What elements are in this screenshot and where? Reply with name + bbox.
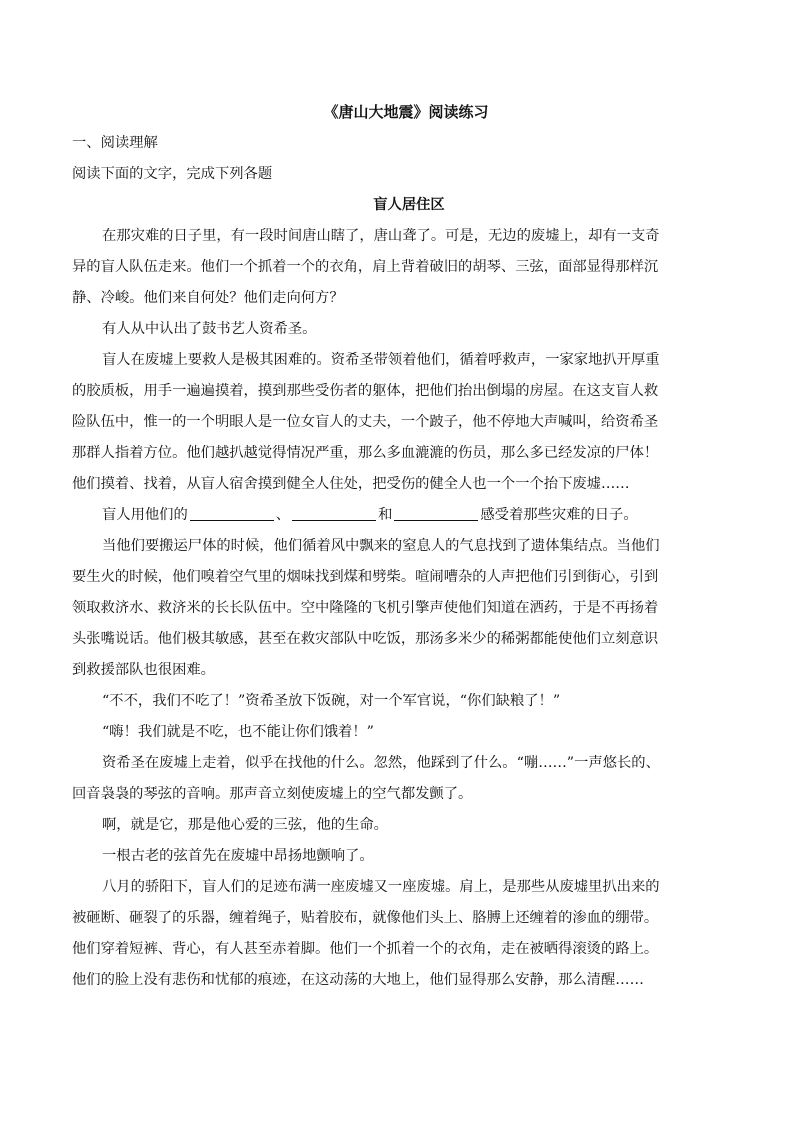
- paragraph-line: 在那灾难的日子里，有一段时间唐山瞎了，唐山聋了。可是，无边的废墟上，却有一支奇: [102, 228, 660, 244]
- paragraph-line: 一根古老的弦首先在废墟中昂扬地颤响了。: [102, 848, 374, 864]
- fill-in-blank-question: [72, 500, 720, 531]
- answer-blank-3[interactable]: [394, 506, 478, 521]
- fill-text-part1: 盲人用他们的: [102, 507, 188, 523]
- story-title: 盲人居住区: [373, 197, 445, 213]
- paragraph-line: 有人从中认出了鼓书艺人资希圣。: [102, 321, 317, 337]
- paragraph-line: 异的盲人队伍走来。他们一个抓着一个的衣角，肩上背着破旧的胡琴、三弦，面部显得那样沉: [72, 259, 659, 275]
- paragraph-line: 盲人在废墟上要救人是极其困难的。资希圣带领着他们，循着呼救声，一家家地扒开厚重: [102, 352, 660, 368]
- fill-separator-2: 和: [378, 507, 393, 523]
- paragraph-line: 回音袅袅的琴弦的音响。那声音立刻使废墟上的空气都发颤了。: [72, 786, 473, 802]
- paragraph-line: 险队伍中，惟一的一个明眼人是一位女盲人的丈夫，一个跛子，他不停地大声喊叫，给资希圣: [72, 414, 659, 430]
- paragraph-line: 要生火的时候，他们嗅着空气里的烟味找到煤和劈柴。喧闹嘈杂的人声把他们引到街心，引到: [72, 569, 659, 585]
- paragraph-line: 他们穿着短裤、背心，有人甚至赤着脚。他们一个抓着一个的衣角，走在被晒得滚烫的路上。: [72, 941, 659, 957]
- document-page: [72, 96, 720, 996]
- paragraph-line: 当他们要搬运尸体的时候，他们循着风中飘来的窒息人的气息找到了遗体集结点。当他们: [102, 538, 660, 554]
- section-heading: 一、阅读理解: [72, 135, 158, 151]
- paragraph-line: 八月的骄阳下，盲人们的足迹布满一座废墟又一座废墟。肩上，是那些从废墟里扒出来的: [102, 879, 660, 895]
- paragraph-line: 那群人指着方位。他们越扒越觉得情况严重，那么多血漉漉的伤员，那么多已经发凉的尸体！: [72, 445, 659, 461]
- paragraph-line: 的胶质板，用手一遍遍摸着，摸到那些受伤者的躯体，把他们抬出倒塌的房屋。在这支盲人救: [72, 383, 659, 399]
- paragraph-line: 啊，就是它，那是他心爱的三弦，他的生命。: [102, 817, 388, 833]
- page-title: 《唐山大地震》阅读练习: [323, 103, 489, 121]
- paragraph-line: 他们的脸上没有悲伤和忧郁的痕迹，在这动荡的大地上，他们显得那么安静，那么清醒……: [72, 972, 644, 988]
- paragraph-line: 被砸断、砸裂了的乐器，缠着绳子，贴着胶布，就像他们头上、胳膊上还缠着的渗血的绷带。: [72, 910, 659, 926]
- answer-blank-2[interactable]: [292, 506, 376, 521]
- paragraph-line: 他们摸着、找着，从盲人宿舍摸到健全人住处，把受伤的健全人也一个一个抬下废墟……: [72, 476, 630, 492]
- paragraph-line: 头张嘴说话。他们极其敏感，甚至在救灾部队中吃饭，那汤多米少的稀粥都能使他们立刻意识: [72, 631, 659, 647]
- fill-separator-1: 、: [275, 507, 291, 523]
- paragraph-line: 静、冷峻。他们来自何处？他们走向何方？: [72, 290, 344, 306]
- paragraph-line: 到救援部队也很困难。: [72, 662, 215, 678]
- paragraph-line: 领取救济水、救济米的长长队伍中。空中隆隆的飞机引擎声使他们知道在洒药，于是不再扬着: [72, 600, 659, 616]
- answer-blank-1[interactable]: [190, 506, 274, 521]
- instruction-text: 阅读下面的文字，完成下列各题: [72, 166, 273, 182]
- dialogue-line: “嗨！我们就是不吃，也不能让你们饿着！”: [102, 724, 374, 740]
- fill-text-part2: 感受着那些灾难的日子。: [480, 507, 638, 523]
- paragraph-line: 资希圣在废墟上走着，似乎在找他的什么。忽然，他踩到了什么。“嘣……”一声悠长的、: [102, 755, 660, 771]
- dialogue-line: “不不，我们不吃了！”资希圣放下饭碗，对一个军官说，“你们缺粮了！”: [102, 693, 561, 709]
